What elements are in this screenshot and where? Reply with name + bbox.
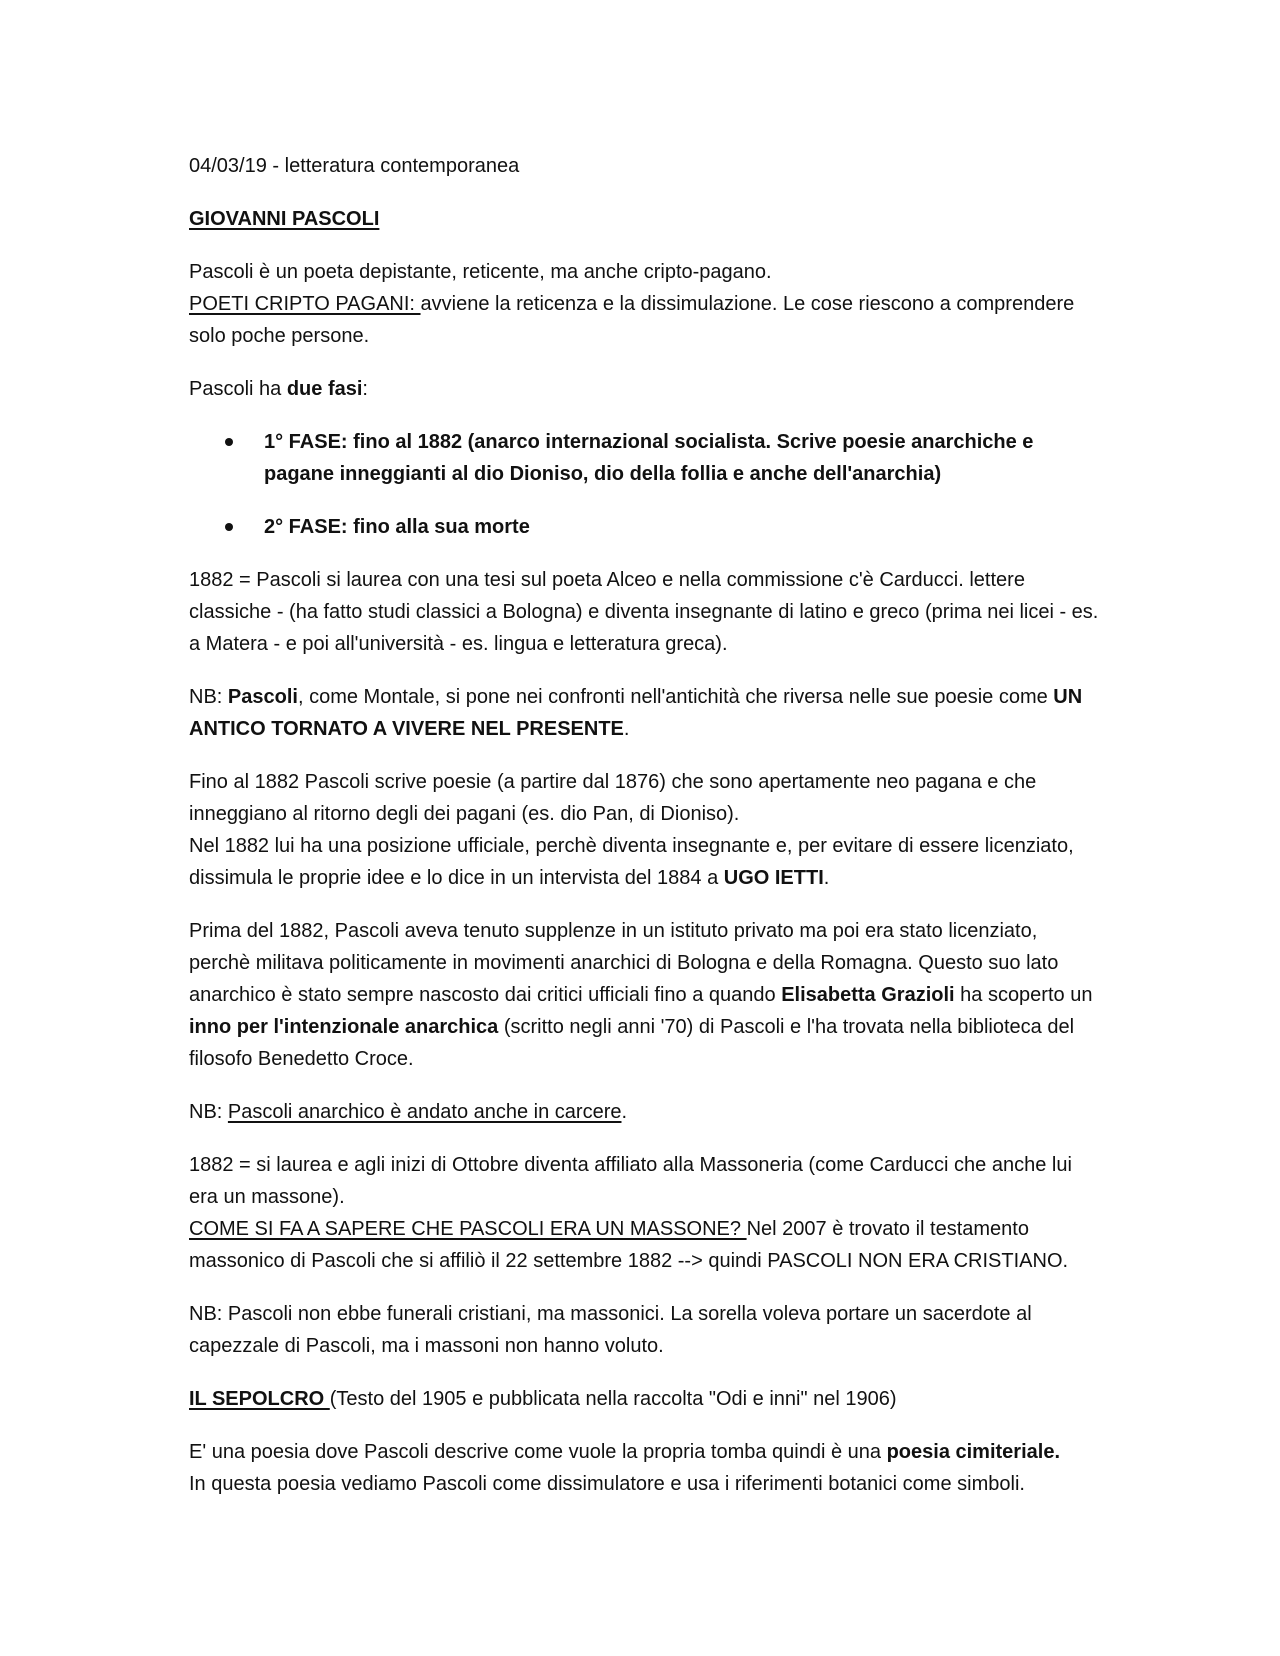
document-body [189,150,1099,1521]
bullet-icon [225,438,233,446]
paragraph-massoneria: 1882 = si laurea e agli inizi di Ottobre diventa affiliato alla Massoneria (come Carducci che anche lui era un massone). COME SI FA A SAPERE CHE PASCOLI ERA UN MASSONE? Nel 2007 è trovato il testamento massonico di Pascoli che si affiliò il 22 settembre 1882 --> quindi PASCOLI NON ERA CRISTIANO. [189,1154,1072,1272]
nb-carcere: NB: Pascoli anarchico è andato anche in carcere. [189,1101,628,1123]
massone-question: COME SI FA A SAPERE CHE PASCOLI ERA UN MASSONE? [189,1218,747,1240]
list-item: 2° FASE: fino alla sua morte [189,511,1099,543]
phases-list [189,426,1099,543]
sepolcro-heading: IL SEPOLCRO (Testo del 1905 e pubblicata nella raccolta "Odi e inni" nel 1906) [189,1388,897,1410]
intro-line: Pascoli è un poeta depistante, reticente, ma anche cripto-pagano. [189,261,772,283]
page-title: GIOVANNI PASCOLI [189,208,380,230]
nb-funerali: NB: Pascoli non ebbe funerali cristiani, ma massonici. La sorella voleva portare un sacerdote al capezzale di Pascoli, ma i massoni non hanno voluto. [189,1303,1032,1357]
phases-intro: Pascoli ha due fasi: [189,378,368,400]
nb-montale: NB: Pascoli, come Montale, si pone nei confronti nell'antichità che riversa nelle sue poesie come UN ANTICO TORNATO A VIVERE NEL PRESENTE. [189,686,1083,740]
poeti-cripto-pagani-text: avviene la reticenza e la dissimulazione. Le cose riescono a comprendere solo poche persone. [189,293,1075,347]
paragraph-1882-laurea: 1882 = Pascoli si laurea con una tesi sul poeta Alceo e nella commissione c'è Carducci. lettere classiche - (ha fatto studi classici a Bologna) e diventa insegnante di latino e greco (prima nei licei - es. a Matera - e poi all'università - es. lingua e letteratura greca). [189,569,1099,655]
intro-paragraph [189,256,1099,352]
bullet-icon [225,523,233,531]
date-line: 04/03/19 - letteratura contemporanea [189,155,520,177]
paragraph-prima-1882: Prima del 1882, Pascoli aveva tenuto supplenze in un istituto privato ma poi era stato licenziato, perchè militava politicamente in movimenti anarchici di Bologna e della Romagna. Questo suo lato anarchico è stato sempre nascosto dai critici ufficiali fino a quando Elisabetta Grazioli ha scoperto un inno per l'intenzionale anarchica (scritto negli anni '70) di Pascoli e l'ha trovata nella biblioteca del filosofo Benedetto Croce. [189,920,1093,1070]
poeti-cripto-pagani-label: POETI CRIPTO PAGANI: [189,293,421,315]
paragraph-fino-1882: Fino al 1882 Pascoli scrive poesie (a partire dal 1876) che sono apertamente neo pagana e che inneggiano al ritorno degli dei pagani (es. dio Pan, di Dioniso). Nel 1882 lui ha una posizione ufficiale, perchè diventa insegnante e, per evitare di essere licenziato, dissimula le proprie idee e lo dice in un intervista del 1884 a UGO IETTI. [189,771,1074,889]
paragraph-poesia: E' una poesia dove Pascoli descrive come vuole la propria tomba quindi è una poesia cimiteriale. In questa poesia vediamo Pascoli come dissimulatore e usa i riferimenti botanici come simboli. [189,1441,1060,1495]
list-item: 1° FASE: fino al 1882 (anarco internazional socialista. Scrive poesie anarchiche e pagane inneggianti al dio Dioniso, dio della follia e anche dell'anarchia) [189,426,1099,490]
